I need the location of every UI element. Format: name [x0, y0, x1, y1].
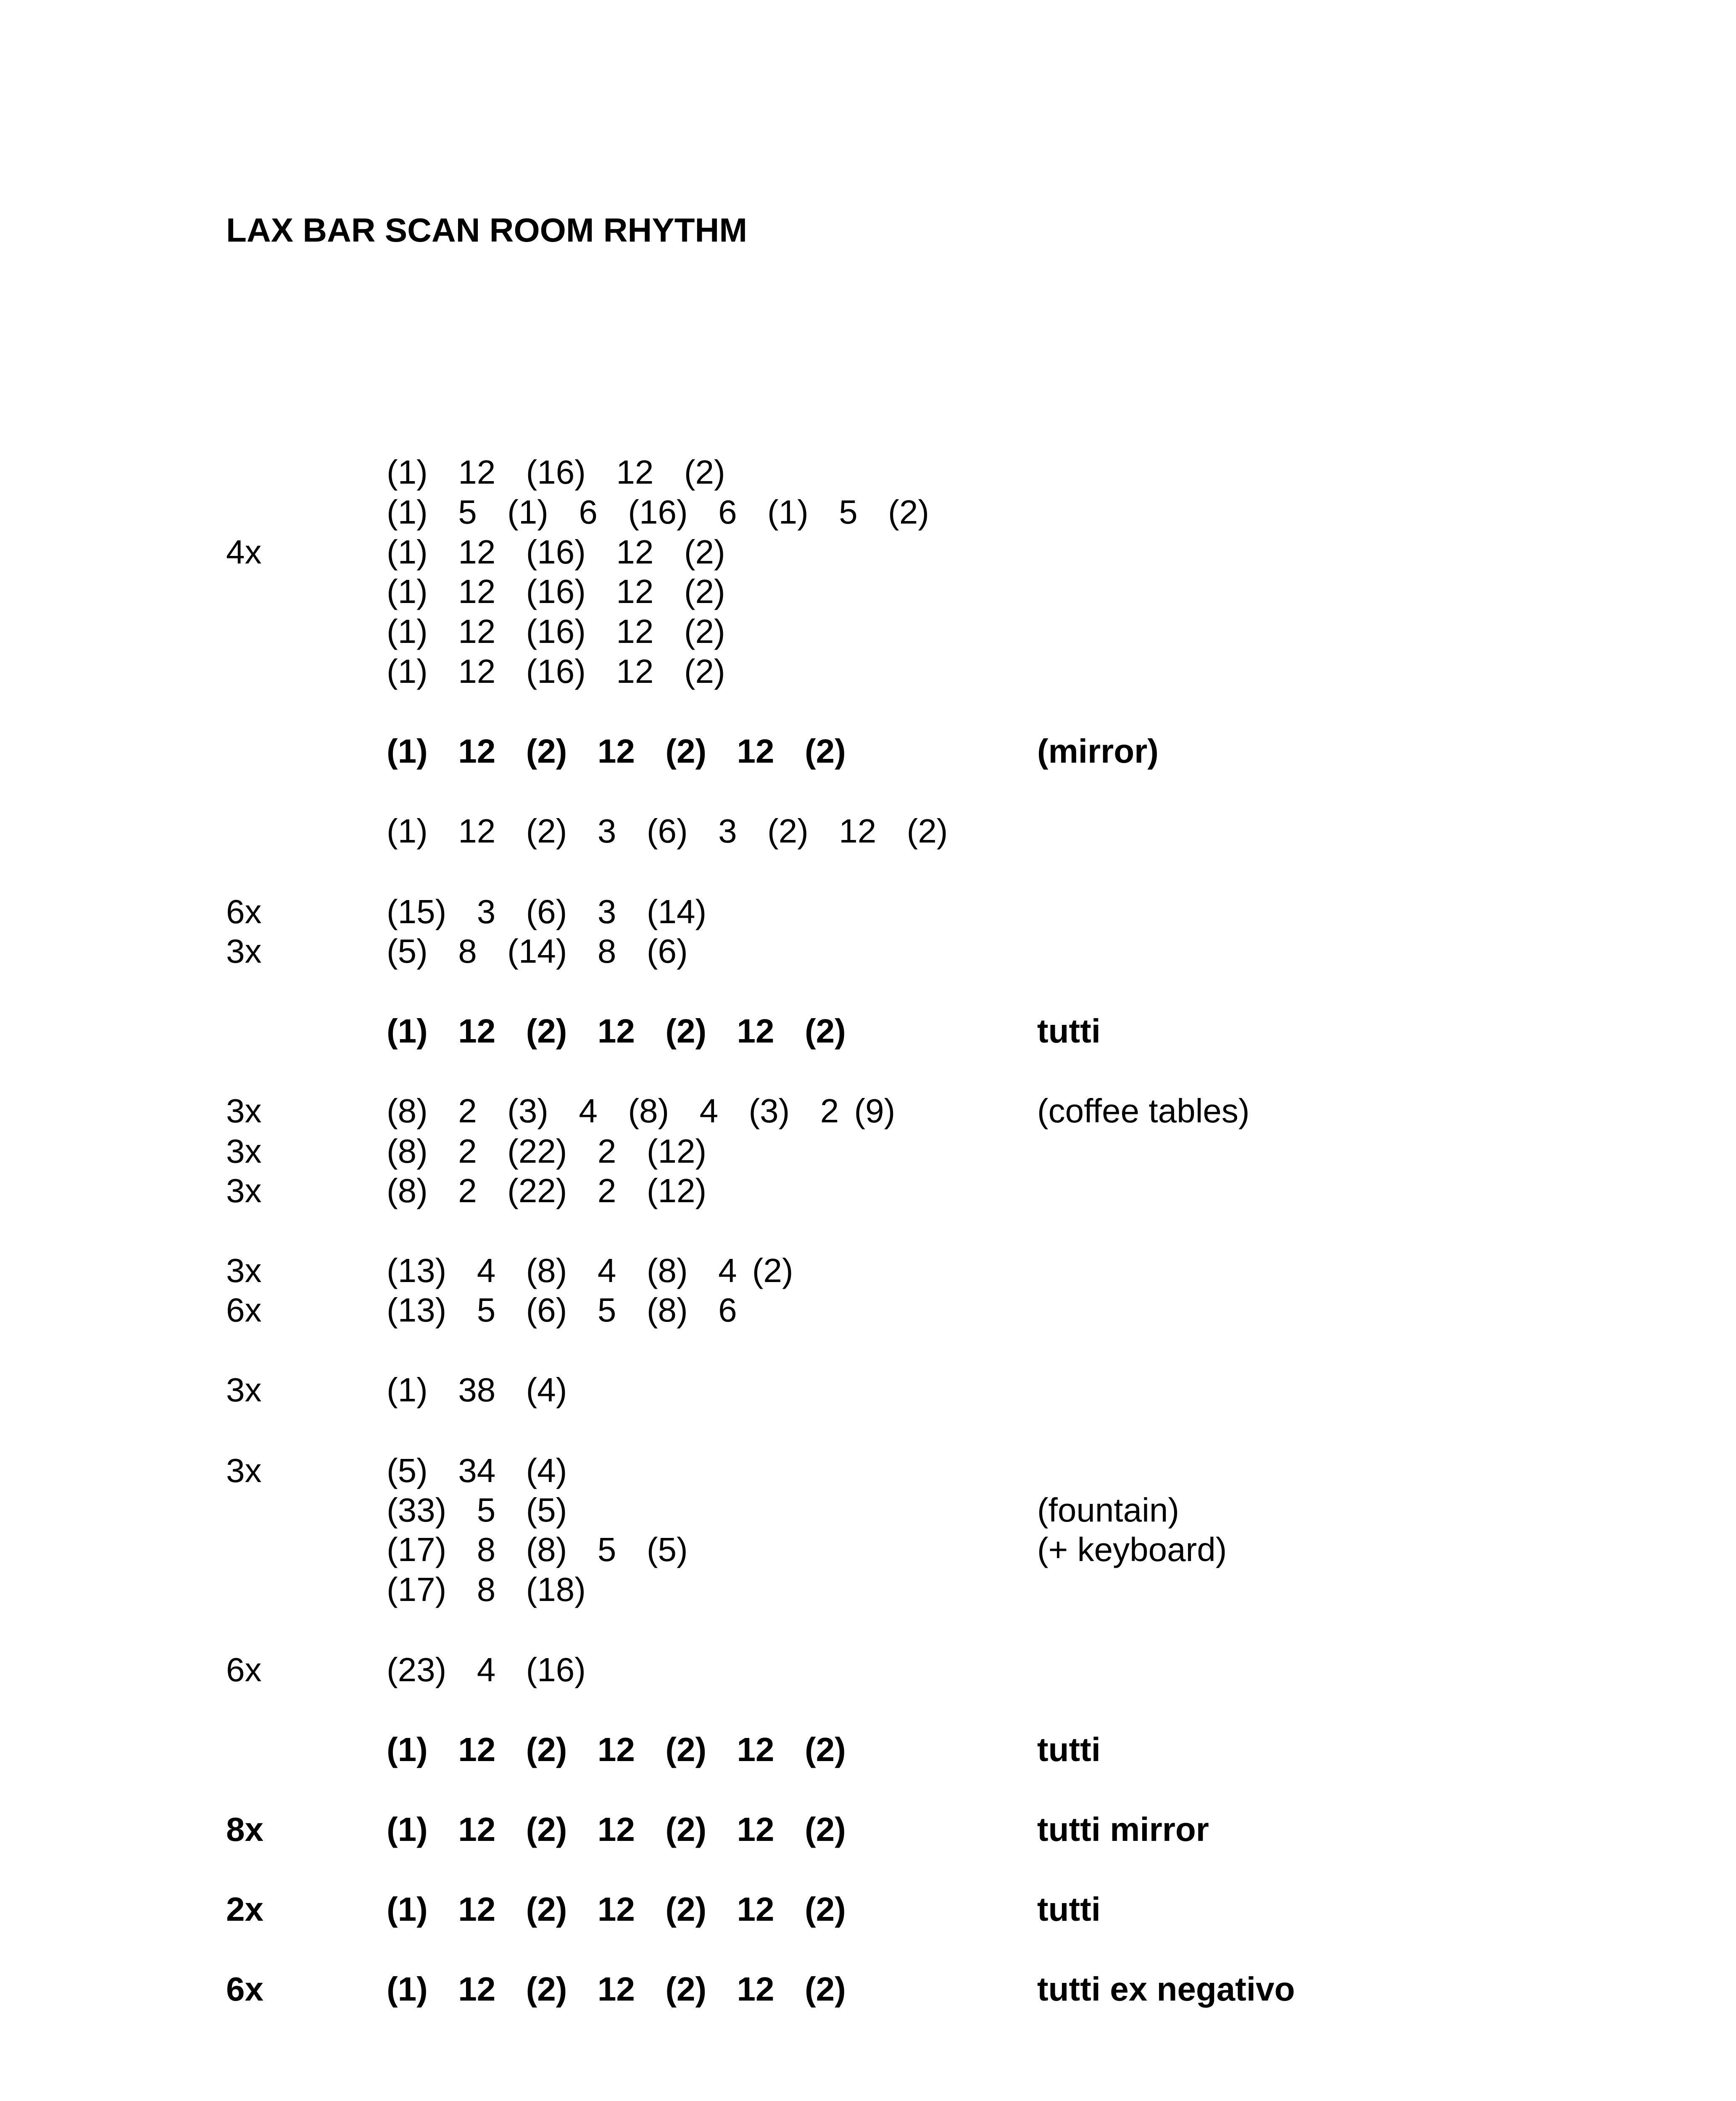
score-row: [0, 611, 1736, 652]
row-annotation: tutti: [1037, 1731, 1101, 1768]
repeat-count: 4x: [226, 533, 262, 571]
rhythm-sequence: (1) 38 (4): [387, 1371, 567, 1409]
score-row: [0, 1490, 1736, 1530]
score-row: [0, 892, 1736, 932]
rhythm-sequence: (1) 12 (16) 12 (2): [387, 533, 725, 571]
row-annotation: (coffee tables): [1037, 1092, 1250, 1129]
score-row: [0, 1969, 1736, 2009]
repeat-count: 6x: [226, 1651, 262, 1688]
rhythm-sequence: (15) 3 (6) 3 (14): [387, 893, 707, 930]
rhythm-sequence: (8) 2 (22) 2 (12): [387, 1172, 707, 1209]
document-title: LAX BAR SCAN ROOM RHYTHM: [226, 211, 747, 249]
rhythm-sequence: (1) 12 (16) 12 (2): [387, 653, 725, 690]
score-row: [0, 1131, 1736, 1172]
repeat-count: 3x: [226, 1252, 262, 1289]
repeat-count: 3x: [226, 1452, 262, 1489]
score-row: [0, 492, 1736, 532]
row-annotation: (fountain): [1037, 1491, 1179, 1529]
row-annotation: tutti ex negativo: [1037, 1970, 1295, 2008]
score-row: [0, 1530, 1736, 1570]
repeat-count: 3x: [226, 1132, 262, 1170]
rhythm-sequence: (5) 34 (4): [387, 1452, 567, 1489]
repeat-count: 6x: [226, 1291, 262, 1329]
score-row: [0, 1451, 1736, 1491]
rhythm-sequence: (23) 4 (16): [387, 1651, 586, 1688]
score-row: [0, 811, 1736, 851]
row-annotation: tutti: [1037, 1012, 1101, 1050]
repeat-count: 3x: [226, 1092, 262, 1129]
score-row: [0, 1091, 1736, 1131]
row-annotation: (+ keyboard): [1037, 1531, 1227, 1568]
score-row: [0, 1730, 1736, 1770]
score-row: [0, 731, 1736, 771]
row-annotation: tutti: [1037, 1890, 1101, 1928]
rhythm-sequence: (17) 8 (8) 5 (5): [387, 1531, 688, 1568]
rhythm-sequence: (1) 12 (16) 12 (2): [387, 453, 725, 491]
rhythm-sequence: (8) 2 (3) 4 (8) 4 (3) 2 (9): [387, 1092, 896, 1129]
score-row: [0, 651, 1736, 692]
score-row: [0, 571, 1736, 612]
rhythm-sequence: (1) 5 (1) 6 (16) 6 (1) 5 (2): [387, 493, 929, 531]
rhythm-sequence: (1) 12 (2) 12 (2) 12 (2): [387, 1731, 846, 1768]
rhythm-sequence: (33) 5 (5): [387, 1491, 567, 1529]
rhythm-sequence: (1) 12 (2) 12 (2) 12 (2): [387, 1012, 846, 1050]
score-row: [0, 452, 1736, 492]
rhythm-sequence: (1) 12 (2) 12 (2) 12 (2): [387, 1970, 846, 2008]
repeat-count: 2x: [226, 1890, 263, 1928]
score-row: [0, 1809, 1736, 1850]
score-row: [0, 532, 1736, 572]
repeat-count: 6x: [226, 893, 262, 930]
rhythm-sequence: (1) 12 (2) 12 (2) 12 (2): [387, 1811, 846, 1848]
rhythm-sequence: (1) 12 (2) 12 (2) 12 (2): [387, 1890, 846, 1928]
repeat-count: 6x: [226, 1970, 263, 2008]
score-row: [0, 1370, 1736, 1410]
repeat-count: 3x: [226, 1172, 262, 1209]
rhythm-sequence: (13) 4 (8) 4 (8) 4 (2): [387, 1252, 793, 1289]
row-annotation: tutti mirror: [1037, 1811, 1209, 1848]
score-row: [0, 1251, 1736, 1291]
rhythm-sequence: (8) 2 (22) 2 (12): [387, 1132, 707, 1170]
rhythm-sequence: (13) 5 (6) 5 (8) 6: [387, 1291, 737, 1329]
score-row: [0, 1011, 1736, 1051]
rhythm-sequence: (1) 12 (16) 12 (2): [387, 573, 725, 610]
rhythm-sequence: (1) 12 (2) 3 (6) 3 (2) 12 (2): [387, 812, 948, 850]
row-annotation: (mirror): [1037, 732, 1159, 770]
score-row: [0, 1171, 1736, 1211]
score-row: [0, 1889, 1736, 1930]
rhythm-sequence: (17) 8 (18): [387, 1571, 586, 1608]
score-row: [0, 1290, 1736, 1330]
repeat-count: 3x: [226, 932, 262, 970]
repeat-count: 8x: [226, 1811, 263, 1848]
rhythm-sequence: (1) 12 (2) 12 (2) 12 (2): [387, 732, 846, 770]
score-row: [0, 1650, 1736, 1690]
score-row: [0, 1569, 1736, 1610]
rhythm-sequence: (1) 12 (16) 12 (2): [387, 613, 725, 650]
repeat-count: 3x: [226, 1371, 262, 1409]
rhythm-sequence: (5) 8 (14) 8 (6): [387, 932, 688, 970]
score-row: [0, 931, 1736, 972]
